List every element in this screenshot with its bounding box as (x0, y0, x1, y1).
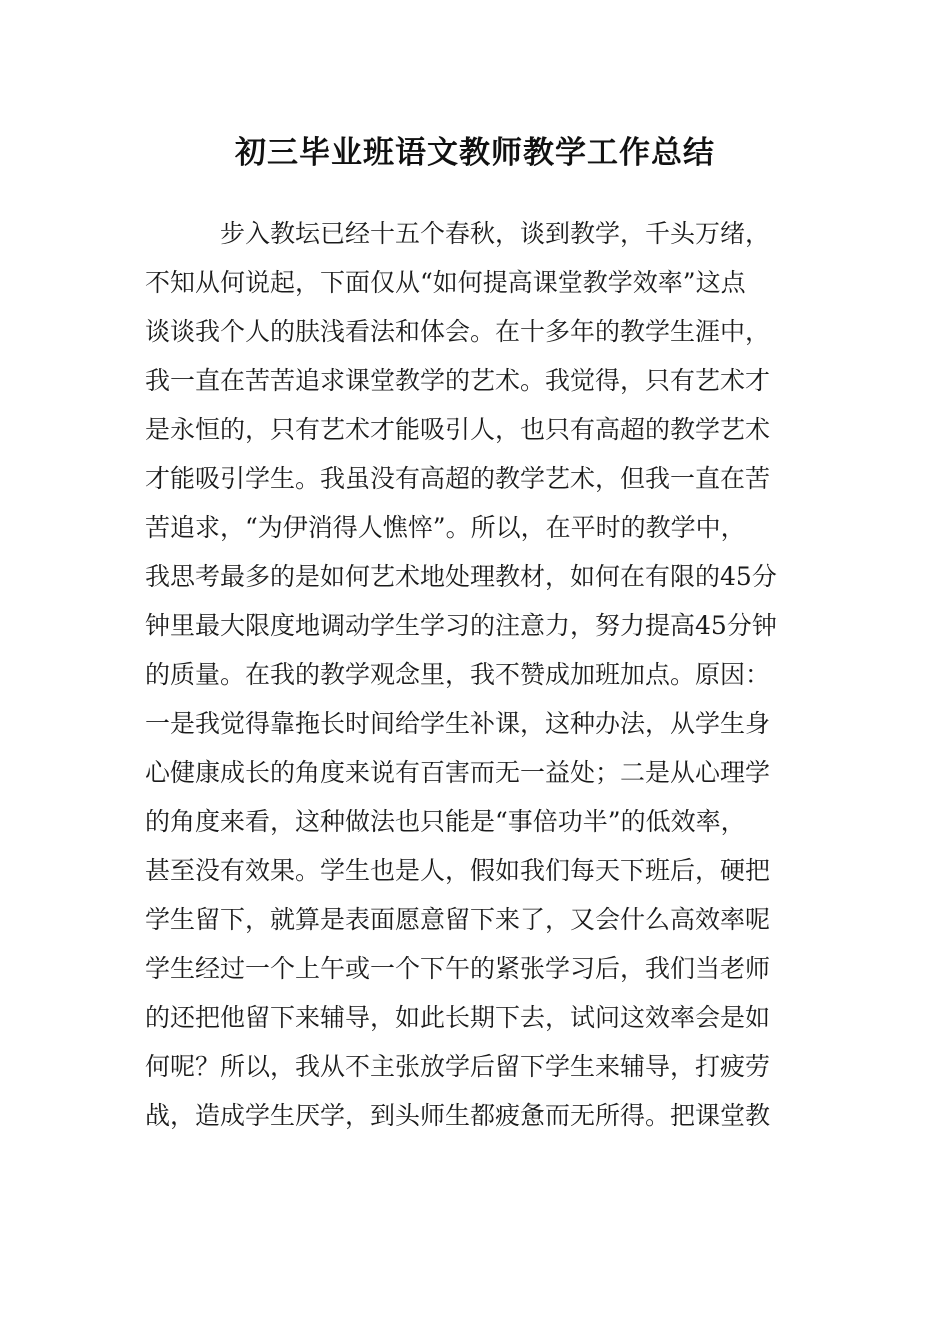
body-line-10: 的质量。在我的教学观念里，我不赞成加班加点。原因： (145, 660, 771, 689)
body-line-19: 战，造成学生厌学，到头师生都疲惫而无所得。把课堂教 (145, 1101, 771, 1130)
body-line-12: 心健康成长的角度来说有百害而无一益处；二是从心理学 (145, 758, 771, 787)
body-line-2: 不知从何说起，下面仅从“如何提高课堂教学效率”这点 (145, 268, 746, 297)
body-line-6: 才能吸引学生。我虽没有高超的教学艺术，但我一直在苦 (145, 464, 771, 493)
body-line-7: 苦追求，“为伊消得人憔悴”。所以，在平时的教学中， (145, 513, 746, 542)
body-line-18: 何呢？所以，我从不主张放学后留下学生来辅导，打疲劳 (145, 1052, 771, 1081)
body-line-4: 我一直在苦苦追求课堂教学的艺术。我觉得，只有艺术才 (145, 366, 771, 395)
body-line-16: 学生经过一个上午或一个下午的紧张学习后，我们当老师 (145, 954, 771, 983)
body-line-13: 的角度来看，这种做法也只能是“事倍功半”的低效率， (145, 807, 746, 836)
body-line-14: 甚至没有效果。学生也是人，假如我们每天下班后，硬把 (145, 856, 771, 885)
body-line-17: 的还把他留下来辅导，如此长期下去，试问这效率会是如 (145, 1003, 771, 1032)
body-line-1: 步入教坛已经十五个春秋，谈到教学，千头万绪， (145, 219, 771, 248)
body-line-3: 谈谈我个人的肤浅看法和体会。在十多年的教学生涯中， (145, 317, 771, 346)
body-line-8: 我思考最多的是如何艺术地处理教材，如何在有限的45分 (145, 562, 777, 591)
body-line-5: 是永恒的，只有艺术才能吸引人，也只有高超的教学艺术 (145, 415, 771, 444)
document-body (145, 209, 815, 1140)
body-line-15: 学生留下，就算是表面愿意留下来了，又会什么高效率呢 (145, 905, 771, 934)
body-line-9: 钟里最大限度地调动学生学习的注意力，努力提高45分钟 (145, 611, 777, 640)
document-title: 初三毕业班语文教师教学工作总结 (235, 135, 715, 171)
body-line-11: 一是我觉得靠拖长时间给学生补课，这种办法，从学生身 (145, 709, 771, 738)
